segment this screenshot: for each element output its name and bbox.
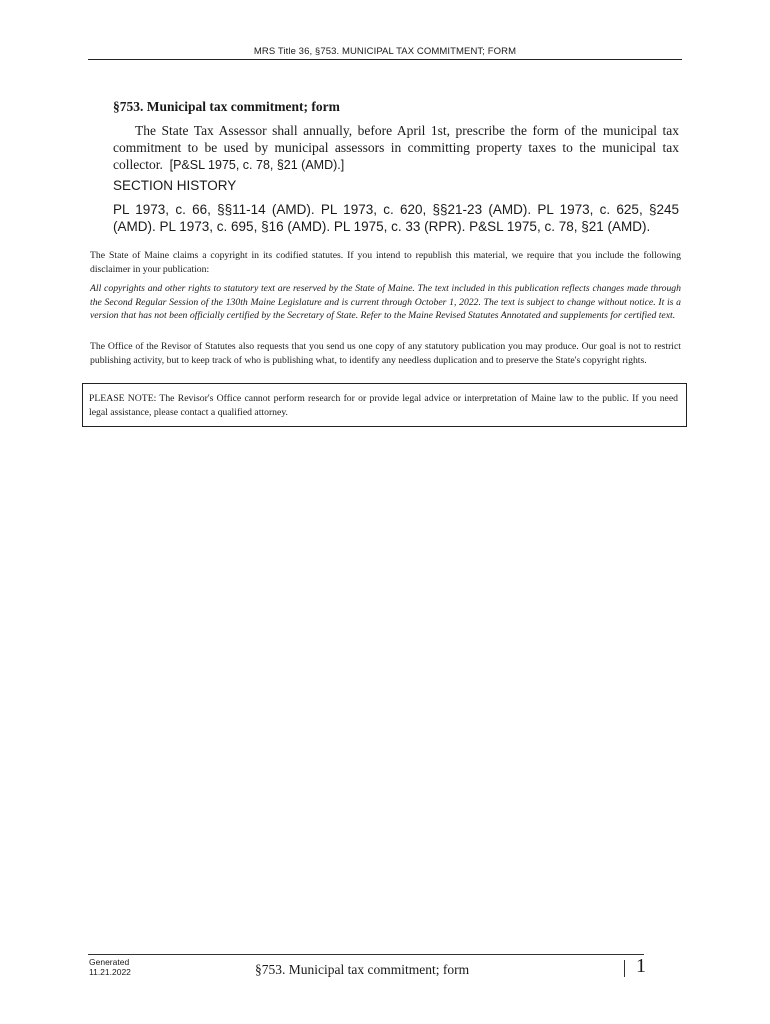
revisor-office-request: The Office of the Revisor of Statutes also requests that you send us one copy of any statutory publication you may produce. Our goal is not to restrict publishing activity, but to keep track of who is publishing what, to identify any needless duplication and to preserve the State's copyright rights. — [90, 341, 681, 366]
page-number: 1 — [636, 955, 646, 977]
footer-generated-date: 11.21.2022 — [89, 967, 131, 977]
section-history-heading: SECTION HISTORY — [113, 178, 237, 193]
section-body-text: The State Tax Assessor shall annually, before April 1st, prescribe the form of the municipal tax commitment to be used by municipal assessors in committing property taxes to the municipal tax collector. — [113, 123, 679, 172]
footer-generated-label: Generated — [89, 957, 130, 967]
section-heading: §753. Municipal tax commitment; form — [113, 99, 340, 114]
copyright-disclaimer: All copyrights and other rights to statutory text are reserved by the State of Maine. The text included in this publication reflects changes made through the Second Regular Session of the 130th Maine Legislature and is current through October 1, 2022. The text is subject to change without notice. It is a version that has not been officially certified by the Secretary of State. Refer to the Maine Revised Statutes Annotated and supplements for certified text. — [90, 283, 681, 321]
section-history-text: PL 1973, c. 66, §§11-14 (AMD). PL 1973, c. 620, §§21-23 (AMD). PL 1973, c. 625, §245 (AMD). PL 1973, c. 695, §16 (AMD). PL 1975, c. 33 (RPR). P&SL 1975, c. 78, §21 (AMD). — [113, 202, 679, 234]
footer-rule — [88, 954, 644, 955]
footer-generated — [89, 957, 131, 977]
section-body — [113, 122, 679, 174]
running-header-title: MRS Title 36, §753. MUNICIPAL TAX COMMITMENT; FORM — [253, 46, 517, 57]
footer-section-title: §753. Municipal tax commitment; form — [255, 962, 470, 977]
header-rule — [88, 59, 682, 60]
section-citation: [P&SL 1975, c. 78, §21 (AMD).] — [169, 158, 345, 172]
copyright-notice: The State of Maine claims a copyright in its codified statutes. If you intend to republish this material, we require that you include the following disclaimer in your publication: — [90, 250, 681, 275]
footer-divider — [624, 960, 625, 977]
please-note-box — [82, 383, 687, 427]
please-note-text: PLEASE NOTE: The Revisor's Office cannot perform research for or provide legal advice or interpretation of Maine law to the public. If you need legal assistance, please contact a qualified attorney. — [89, 393, 678, 418]
